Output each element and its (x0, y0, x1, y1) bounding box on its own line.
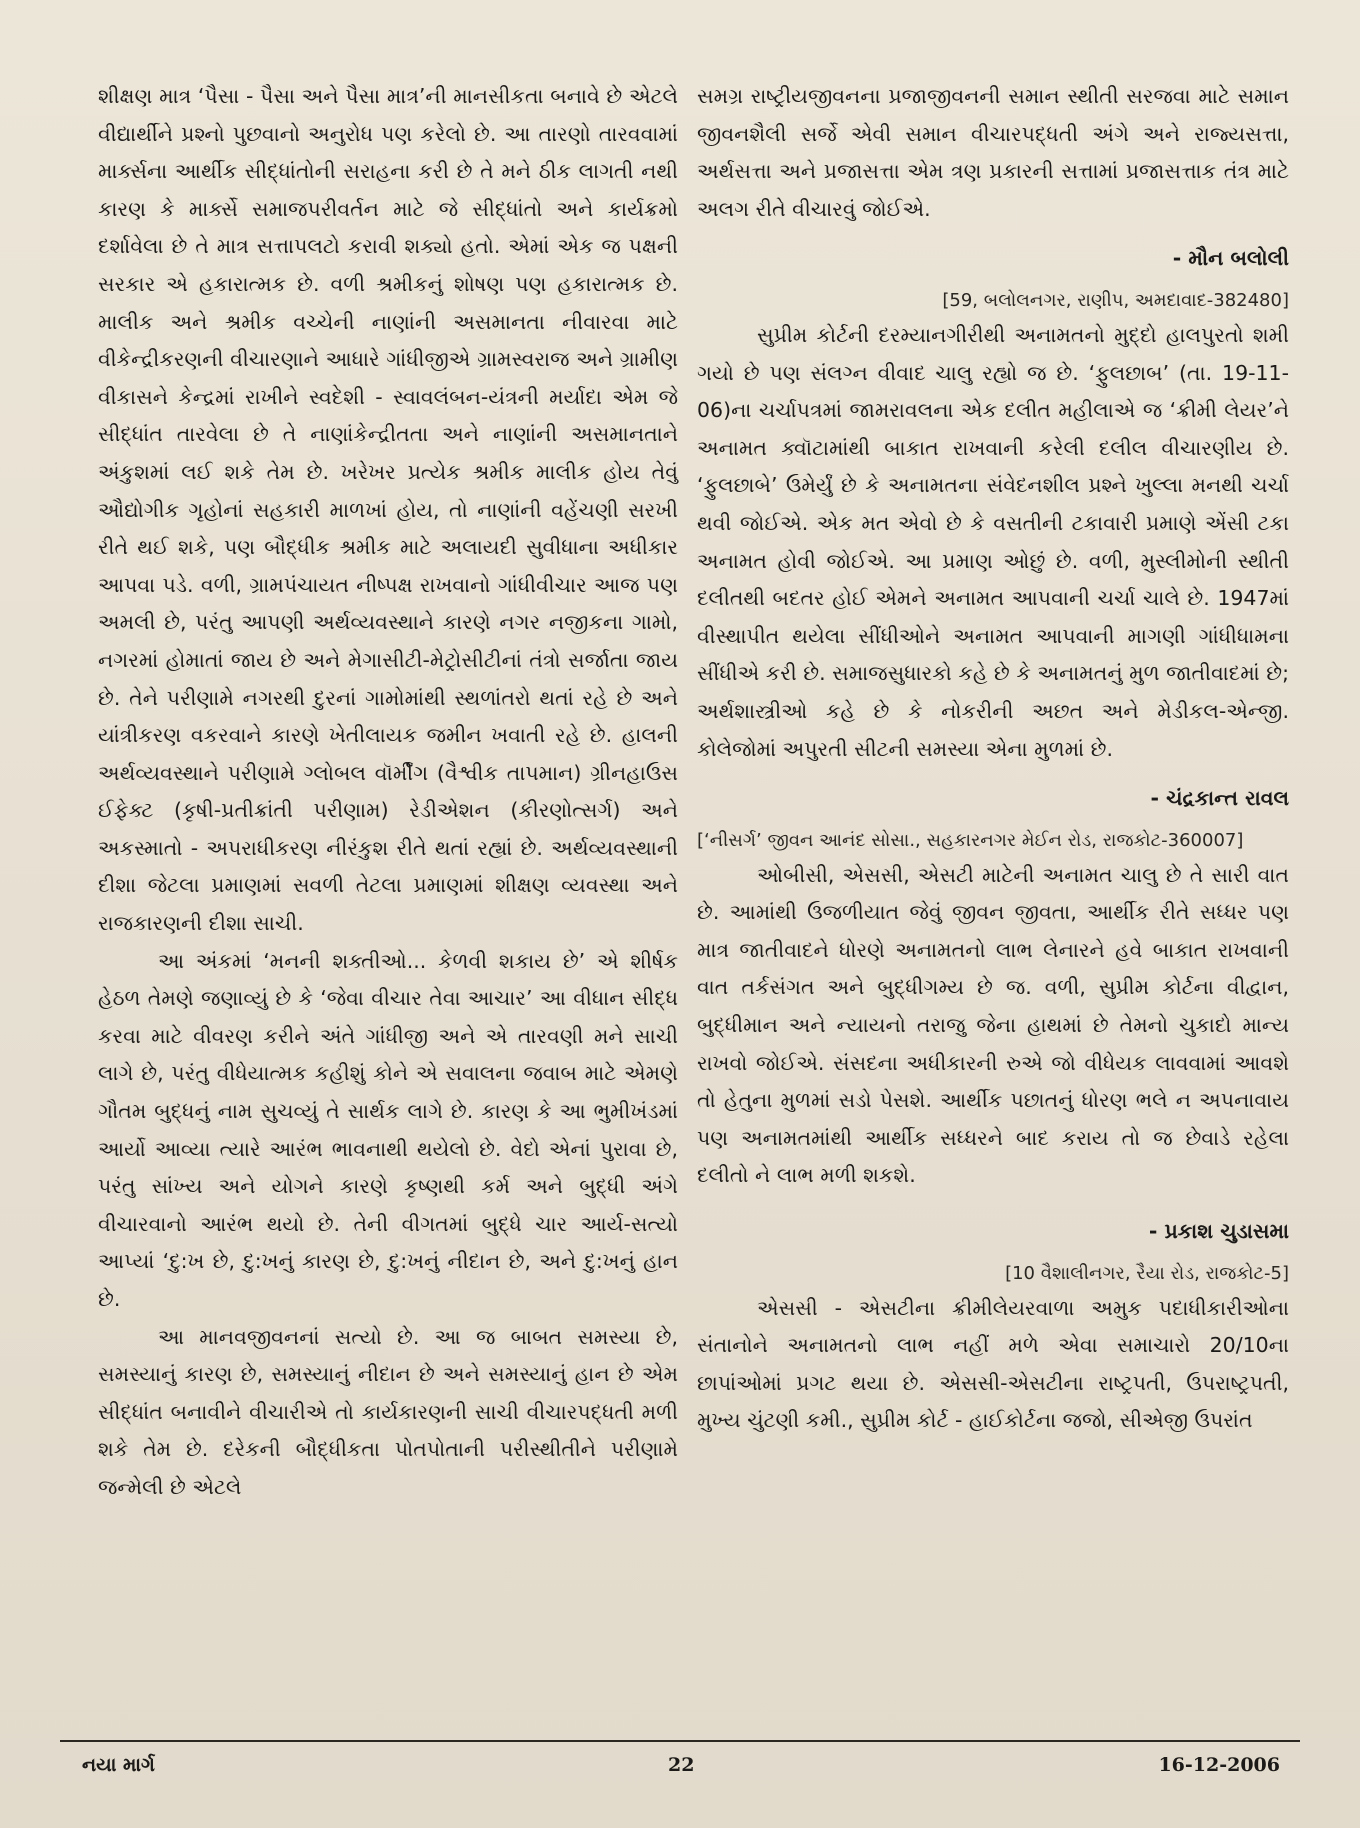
signature-prakash-chudasama: - પ્રકાશ ચુડાસમા (1148, 1219, 1289, 1244)
left-paragraph-2: આ અંકમાં ‘મનની શક્તીઓ... કેળવી શકાય છે’ એ શીર્ષક હેઠળ તેમણે જણાવ્યું છે કે ‘જેવા વીચાર તેવા આચાર’ આ વીધાન સીદ્ધ કરવા માટે વીવરણ કરીને અંતે ગાંધીજી અને એ તારવણી મને સાચી લાગે છે, પરંતુ વીધેયાત્મક કહીશું કોને એ સવાલના જવાબ માટે એમણે ગૌતમ બુદ્ધનું નામ સુચવ્યું તે સાર્થક લાગે છે. કારણ કે આ ભુમીખંડમાં આર્યો આવ્યા ત્યારે આરંભ ભાવનાથી થયેલો છે. વેદો એનાં પુરાવા છે, પરંતુ સાંખ્ય અને યોગને કારણે કૃષ્ણથી કર્મ અને બુદ્ધી અંગે વીચારવાનો આરંભ થયો છે. તેની વીગતમાં બુદ્ધે ચાર આર્ય-સત્યો આપ્યાં ‘દુ:ખ છે, દુ:ખનું કારણ છે, દુ:ખનું નીદાન છે, અને દુ:ખનું હાન છે. (98, 948, 678, 1311)
right-intro-paragraph: સમગ્ર રાષ્ટ્રીયજીવનના પ્રજાજીવનની સમાન સ્થીતી સરજવા માટે સમાન જીવનશૈલી સર્જે એવી સમાન વીચારપદ્ધતી અંગે અને રાજ્યસત્તા, અર્થસત્તા અને પ્રજાસત્તા એમ ત્રણ પ્રકારની સત્તામાં પ્રજાસત્તાક તંત્ર માટે અલગ રીતે વીચારવું જોઈએ. (697, 84, 1289, 221)
address-1: [59, બલોલનગર, રાણીપ, અમદાવાદ-382480] (942, 289, 1289, 311)
letter-2-paragraph: સુપ્રીમ કોર્ટની દરમ્યાનગીરીથી અનામતનો મુદ્દો હાલપુરતો શમી ગયો છે પણ સંલગ્ન વીવાદ ચાલુ રહ્યો જ છે. ‘ફુલછાબ’ (તા. 19-11-06)ના ચર્ચાપત્રમાં જામરાવલના એક દલીત મહીલાએ જ ‘ક્રીમી લેયર’ને અનામત ક્વૉટામાંથી બાકાત રાખવાની કરેલી દલીલ વીચારણીય છે. ‘ફુલછાબે’ ઉમેર્યું છે કે અનામતના સંવેદનશીલ પ્રશ્ને ખુલ્લા મનથી ચર્ચા થવી જોઈએ. એક મત એવો છે કે વસતીની ટકાવારી પ્રમાણે એંસી ટકા અનામત હોવી જોઈએ. આ પ્રમાણ ઓછું છે. વળી, મુસ્લીમોની સ્થીતી દલીતથી બદતર હોઈ એમને અનામત આપવાની ચર્ચા ચાલે છે. 1947માં વીસ્થાપીત થયેલા સીંધીઓને અનામત આપવાની માગણી ગાંધીધામના સીંધીએ કરી છે. સમાજસુધારકો કહે છે કે અનામતનું મુળ જાતીવાદમાં છે; અર્થશાસ્ત્રીઓ કહે છે કે નોકરીની અછત અને મેડીકલ-એન્જી. કોલેજોમાં અપુરતી સીટની સમસ્યા એના મુળમાં છે. (697, 322, 1289, 761)
left-paragraph-1: શીક્ષણ માત્ર ‘પૈસા - પૈસા અને પૈસા માત્ર’ની માનસીકતા બનાવે છે એટલે વીદ્યાર્થીને પ્રશ્નો પુછવાનો અનુરોધ પણ કરેલો છે. આ તારણો તારવવામાં માર્ક્સના આર્થીક સીદ્ધાંતોની સરાહના કરી છે તે મને ઠીક લાગતી નથી કારણ કે માર્ક્સે સમાજપરીવર્તન માટે જે સીદ્ધાંતો અને કાર્યક્રમો દર્શાવેલા છે તે માત્ર સત્તાપલટો કરાવી શક્યો હતો. એમાં એક જ પક્ષની સરકાર એ હકારાત્મક છે. વળી શ્રમીકનું શોષણ પણ હકારાત્મક છે. માલીક અને શ્રમીક વચ્ચેની નાણાંની અસમાનતા નીવારવા માટે વીકેન્દ્રીકરણની વીચારણાને આધારે ગાંધીજીએ ગ્રામસ્વરાજ અને ગ્રામીણ વીકાસને કેન્દ્રમાં રાખીને સ્વદેશી - સ્વાવલંબન-યંત્રની મર્યાદા એમ જે સીદ્ધાંત તારવેલા છે તે નાણાંકેન્દ્રીતતા અને નાણાંની અસમાનતાને અંકુશમાં લઈ શકે તેમ છે. ખરેખર પ્રત્યેક શ્રમીક માલીક હોય તેવું ઔદ્યોગીક ગૃહોનાં સહકારી માળખાં હોય, તો નાણાંની વહેંચણી સરખી રીતે થઈ શકે, પણ બૌદ્ધીક શ્રમીક માટે અલાયદી સુવીધાના અધીકાર આપવા પડે. વળી, ગ્રામપંચાયત નીષ્પક્ષ રાખવાનો ગાંધીવીચાર આજ પણ અમલી છે, પરંતુ આપણી અર્થવ્યવસ્થાને કારણે નગર નજીકના ગામો, નગરમાં હોમાતાં જાય છે અને મેગાસીટી-મેટ્રોસીટીનાં તંત્રો સર્જાતા જાય છે. તેને પરીણામે નગરથી દુરનાં ગામોમાંથી સ્થળાંતરો થતાં રહે છે અને યાંત્રીકરણ વકરવાને કારણે ખેતીલાયક જમીન ખવાતી રહે છે. હાલની અર્થવ્યવસ્થાને પરીણામે ગ્લોબલ વૉર્મીંગ (વૈશ્વીક તાપમાન) ગ્રીનહાઉસ ઈફેક્ટ (કૃષી-પ્રતીક્રાંતી પરીણામ) રેડીએશન (કીરણોત્સર્ગ) અને અકસ્માતો - અપરાધીકરણ નીરંકુશ રીતે થતાં રહ્યાં છે. અર્થવ્યવસ્થાની દીશા જેટલા પ્રમાણમાં સવળી તેટલા પ્રમાણમાં શીક્ષણ વ્યવસ્થા અને રાજકારણની દીશા સાચી. (98, 84, 678, 936)
left-paragraph-3: આ માનવજીવનનાં સત્યો છે. આ જ બાબત સમસ્યા છે, સમસ્યાનું કારણ છે, સમસ્યાનું નીદાન છે અને સમસ્યાનું હાન છે એમ સીદ્ધાંત બનાવીને વીચારીએ તો કાર્યકારણની સાચી વીચારપદ્ધતી મળી શકે તેમ છે. દરેકની બૌદ્ધીકતા પોતપોતાની પરીસ્થીતીને પરીણામે જન્મેલી છે એટલે (98, 1324, 678, 1499)
address-3: [10 વૈશાલીનગર, રૈયા રોડ, રાજકોટ-5] (1005, 1262, 1289, 1284)
publication-name: નયા માર્ગ (82, 1754, 155, 1776)
left-column (98, 78, 678, 1507)
letter-3-paragraph: ઓબીસી, એસસી, એસટી માટેની અનામત ચાલુ છે તે સારી વાત છે. આમાંથી ઉજળીયાત જેવું જીવન જીવતા, આર્થીક રીતે સધ્ધર પણ માત્ર જાતીવાદને ધોરણે અનામતનો લાભ લેનારને હવે બાકાત રાખવાની વાત તર્કસંગત અને બુદ્ધીગમ્ય છે જ. વળી, સુપ્રીમ કોર્ટના વીદ્વાન, બુદ્ધીમાન અને ન્યાયનો તરાજુ જેના હાથમાં છે તેમનો ચુકાદો માન્ય રાખવો જોઈએ. સંસદના અધીકારની રુએ જો વીધેયક લાવવામાં આવશે તો હેતુના મુળમાં સડો પેસશે. આર્થીક પછાતનું ધોરણ ભલે ન અપનાવાય પણ અનામતમાંથી આર્થીક સધ્ધરને બાદ કરાય તો જ છેવાડે રહેલા દલીતો ને લાભ મળી શકશે. (697, 862, 1289, 1188)
signature-chandrakant-raval: - ચંદ્રકાન્ત રાવલ (1150, 786, 1289, 811)
signature-maun-baloli: - મૌન બલોલી (1172, 246, 1289, 271)
right-column (697, 78, 1289, 1440)
letter-4-paragraph: એસસી - એસટીના ક્રીમીલેયરવાળા અમુક પદાધીકારીઓના સંતાનોને અનામતનો લાભ નહીં મળે એવા સમાચારો 20/10ના છાપાંઓમાં પ્રગટ થયા છે. એસસી-એસટીના રાષ્ટ્રપતી, ઉપરાષ્ટ્રપતી, મુખ્ય ચુંટણી કમી., સુપ્રીમ કોર્ટ - હાઈકોર્ટના જજો, સીએજી ઉપરાંત (697, 1295, 1289, 1433)
footer-divider (60, 1740, 1300, 1742)
page-number: 22 (668, 1754, 695, 1776)
issue-date: 16-12-2006 (1158, 1754, 1280, 1776)
address-2: [‘નીસર્ગ’ જીવન આનંદ સોસા., સહકારનગર મેઈન રોડ, રાજકોટ-360007] (697, 829, 1244, 851)
